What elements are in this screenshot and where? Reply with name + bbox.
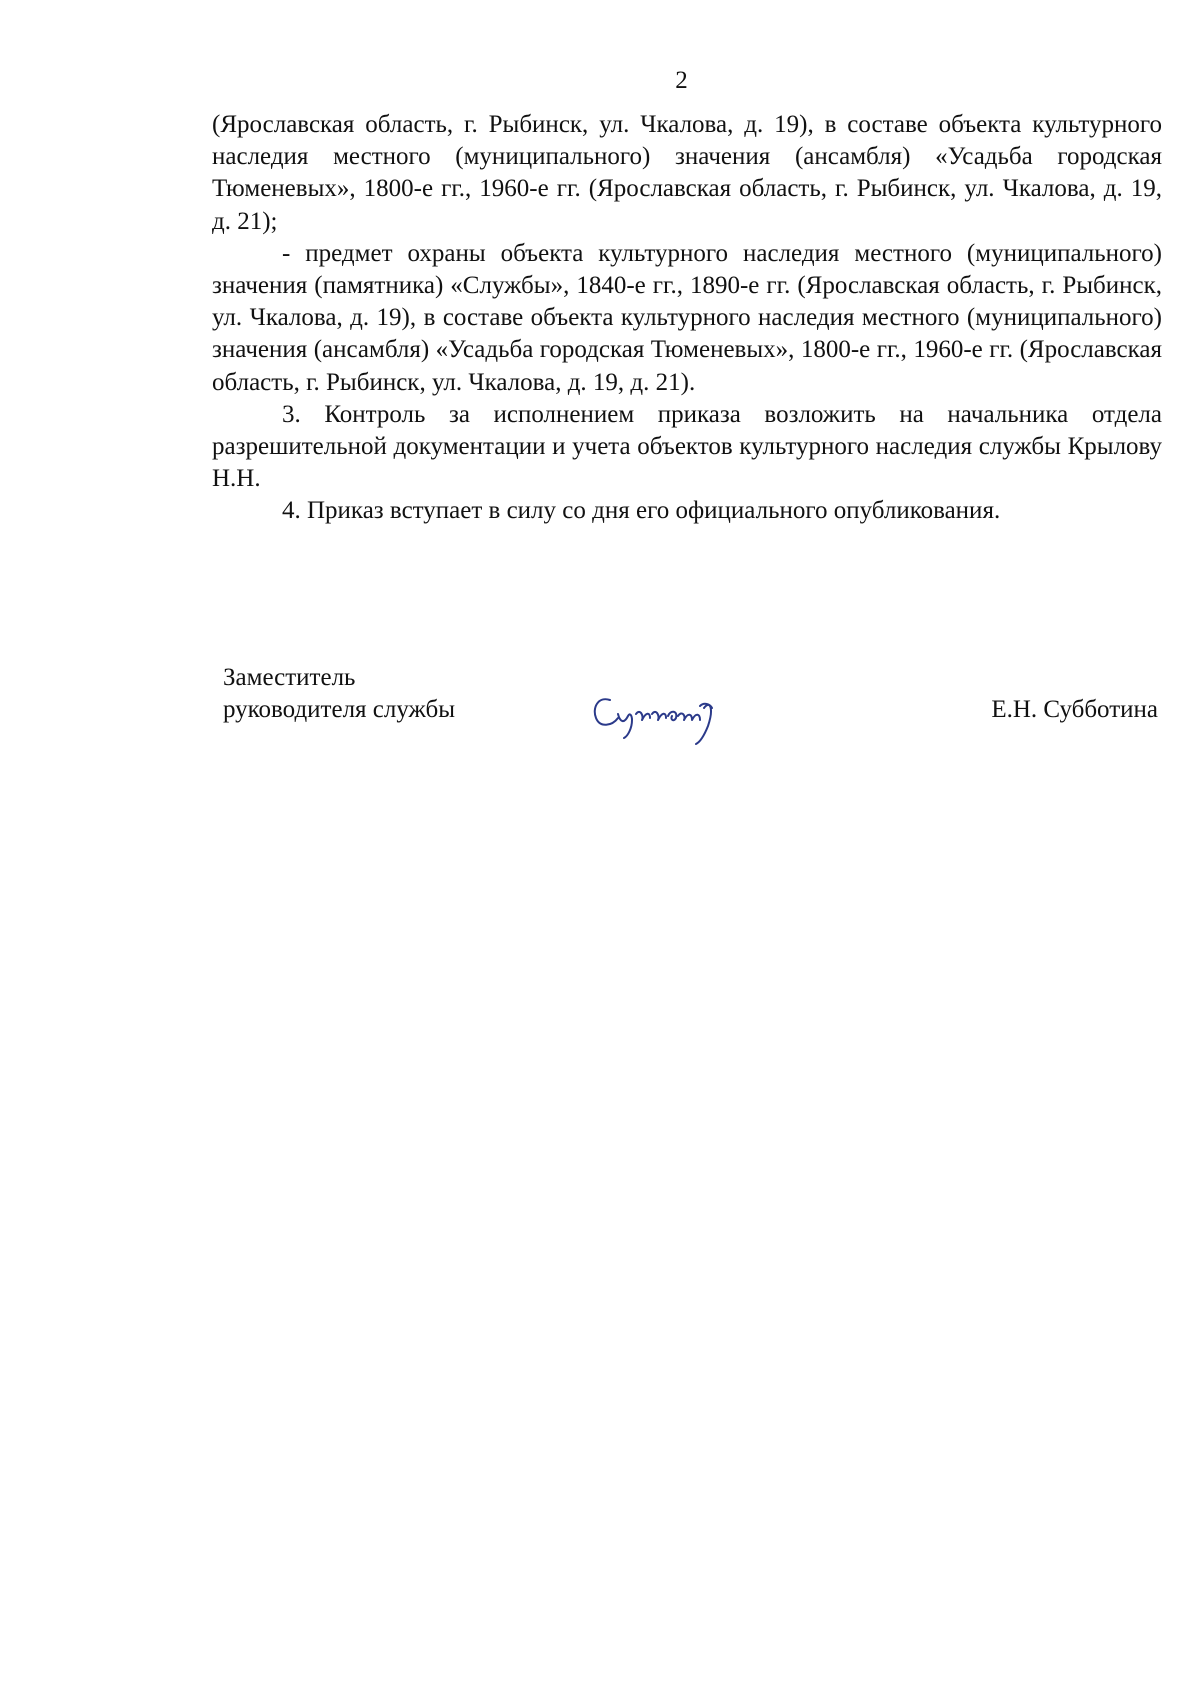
- paragraph-protection-subject: - предмет охраны объекта культурного наследия местного (муниципального) значения (памятника) «Службы», 1840-е гг., 1890-е гг. (Ярославская область, г. Рыбинск, ул. Чкалова, д. 19), в составе объекта культурного наследия местного (муниципального) значения (ансамбля) «Усадьба городская Тюменевых», 1800-е гг., 1960-е гг. (Ярославская область, г. Рыбинск, ул. Чкалова, д. 19, д. 21).: [212, 239, 1162, 396]
- paragraph-address-continuation: (Ярославская область, г. Рыбинск, ул. Чкалова, д. 19), в составе объекта культурного наследия местного (муниципального) значения (ансамбля) «Усадьба городская Тюменевых», 1800-е гг., 1960-е гг. (Ярославская область, г. Рыбинск, ул. Чкалова, д. 19, д. 21);: [212, 111, 1162, 235]
- signatory-position: [223, 662, 455, 726]
- handwritten-signature: [588, 686, 738, 746]
- document-body: [212, 109, 1162, 528]
- signatory-name: Е.Н. Субботина: [991, 696, 1158, 723]
- paragraph-control-clause: 3. Контроль за исполнением приказа возложить на начальника отдела разрешительной документации и учета объектов культурного наследия службы Крылову Н.Н.: [212, 400, 1162, 493]
- signatory-position-line-2: руководителя службы: [223, 696, 456, 723]
- page-number: 2: [675, 67, 688, 94]
- signature-block: [0, 662, 1200, 762]
- paragraph-effective-clause: 4. Приказ вступает в силу со дня его официального опубликования.: [282, 497, 1001, 525]
- signatory-position-line-1: Заместитель: [223, 664, 356, 691]
